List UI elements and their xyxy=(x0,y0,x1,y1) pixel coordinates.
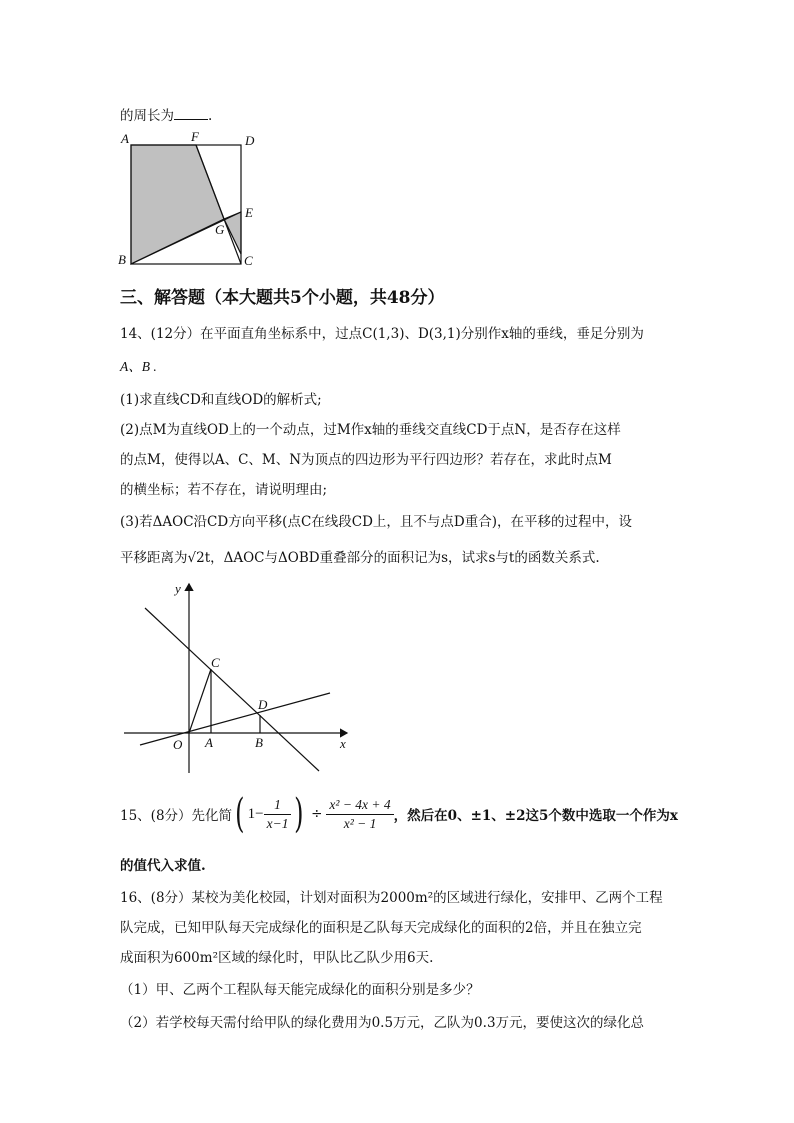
fraction-2-denominator: x² − 1 xyxy=(343,815,377,831)
label-x: x xyxy=(340,736,346,751)
label-a: A xyxy=(205,735,213,750)
q14-part1: (1)求直线CD和直线OD的解析式; xyxy=(120,392,322,408)
section-heading: 三、解答题（本大题共5个小题，共48分） xyxy=(120,288,445,308)
fraction-1-denominator: x−1 xyxy=(266,815,289,831)
left-paren: ( xyxy=(235,791,245,837)
right-paren: ) xyxy=(294,791,304,837)
q16-part1: （1）甲、乙两个工程队每天能完成绿化的面积分别是多少？ xyxy=(120,982,480,998)
answer-blank xyxy=(174,107,208,120)
q14-part3-line1: (3)若ΔAOC沿CD方向平移(点C在线段CD上，且不与点D重合)，在平移的过程中，设 xyxy=(120,514,633,530)
label-g: G xyxy=(215,222,225,237)
label-a: A xyxy=(121,131,129,146)
q15-line2: 的值代入求值. xyxy=(120,858,206,874)
fraction-1 xyxy=(264,796,292,833)
q14-line1: 14、(12分）在平面直角坐标系中，过点C(1,3)、D(3,1)分别作x轴的垂线，垂足分别为 xyxy=(120,326,644,342)
label-d: D xyxy=(245,133,255,148)
label-b: B xyxy=(118,252,126,267)
coordinate-figure xyxy=(118,578,358,778)
line-cd xyxy=(145,608,319,771)
label-o: O xyxy=(173,737,183,752)
label-f: F xyxy=(191,129,199,144)
fraction-1-numerator: 1 xyxy=(264,796,292,815)
label-b: B xyxy=(255,735,263,750)
q14-part2-line3: 的横坐标；若不存在，请说明理由; xyxy=(120,482,328,498)
q15-line1 xyxy=(120,792,678,836)
label-c: C xyxy=(244,253,253,268)
square-figure xyxy=(115,128,265,268)
prev-question-end: . xyxy=(208,108,213,124)
label-y: y xyxy=(175,581,181,596)
q14-part2-line2: 的点M，使得以A、C、M、N为顶点的四边形为平行四边形？若存在，求此时点M xyxy=(120,452,612,468)
q14-part2-line1: (2)点M为直线OD上的一个动点，过M作x轴的垂线交直线CD于点N，是否存在这样 xyxy=(120,422,621,438)
fraction-2 xyxy=(326,796,393,833)
q14-line2: A、B . xyxy=(120,359,157,374)
label-d: D xyxy=(258,697,268,712)
q15-suffix: ，然后在0、±1、±2这5个数中选取一个作为x xyxy=(393,808,678,824)
q15-one-minus: 1− xyxy=(247,805,264,822)
label-e: E xyxy=(245,205,253,220)
divide-sign: ÷ xyxy=(311,806,323,822)
q16-part2: （2）若学校每天需付给甲队的绿化费用为0.5万元，乙队为0.3万元，要使这次的绿化总 xyxy=(120,1015,645,1031)
label-c: C xyxy=(211,655,220,670)
q15-prefix: 15、(8分）先化简 xyxy=(120,808,233,824)
prev-question-tail xyxy=(120,104,212,124)
shaded-quadrilateral xyxy=(131,145,224,264)
q14-part3-line2: 平移距离为√2t，ΔAOC与ΔOBD重叠部分的面积记为s，试求s与t的函数关系式. xyxy=(120,550,600,566)
q16-line1: 16、(8分）某校为美化校园，计划对面积为2000m²的区域进行绿化，安排甲、乙两个工程 xyxy=(120,890,663,906)
line-od xyxy=(140,693,330,745)
fraction-2-numerator: x² − 4x + 4 xyxy=(326,796,393,815)
q16-line3: 成面积为600m²区域的绿化时，甲队比乙队少用6天. xyxy=(120,950,434,966)
prev-question-text: 的周长为 xyxy=(120,108,174,124)
q16-line2: 队完成，已知甲队每天完成绿化的面积是乙队每天完成绿化的面积的2倍，并且在独立完 xyxy=(120,920,642,936)
segment-oc xyxy=(189,669,211,733)
